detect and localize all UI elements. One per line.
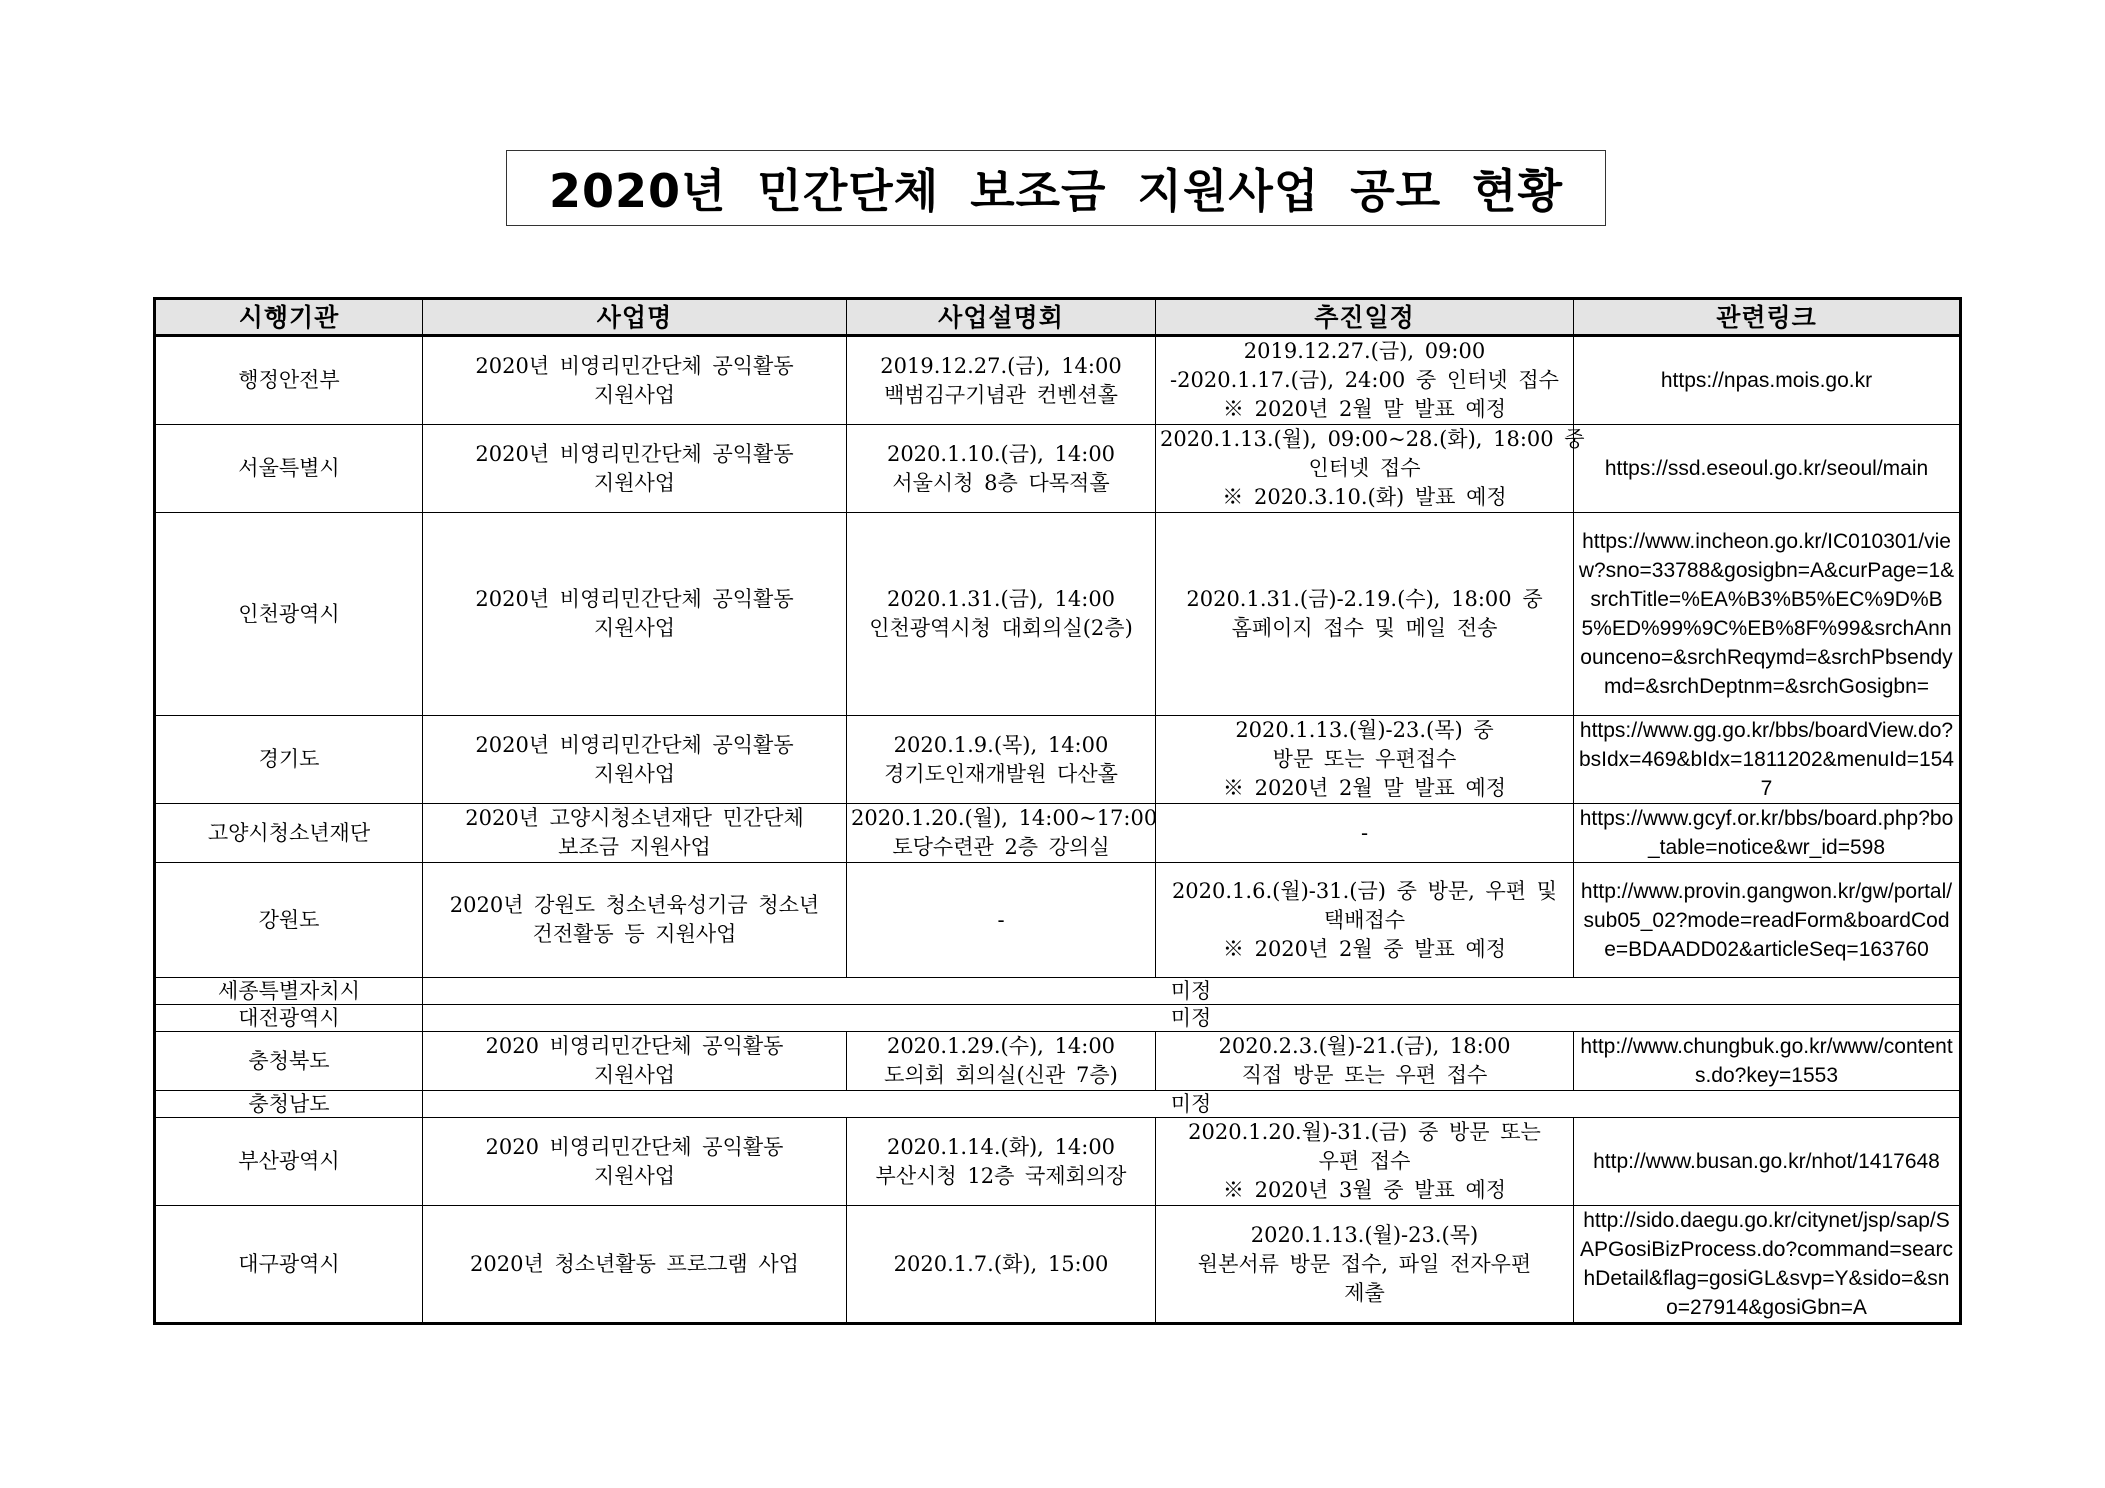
briefing-cell: 2020.1.7.(화), 15:00 (847, 1206, 1156, 1324)
org-cell: 대전광역시 (155, 1005, 423, 1032)
table-row (155, 978, 1961, 1005)
briefing-cell: 2020.1.14.(화), 14:00 부산시청 12층 국제회의장 (847, 1118, 1156, 1206)
briefing-cell: 2020.1.9.(목), 14:00 경기도인재개발원 다산홀 (847, 716, 1156, 804)
table-row (155, 425, 1961, 513)
subsidy-table (153, 297, 1962, 1325)
project-cell: 2020년 강원도 청소년육성기금 청소년 건전활동 등 지원사업 (423, 863, 847, 978)
schedule-cell: 2019.12.27.(금), 09:00 -2020.1.17.(금), 24:00 중 인터넷 접수 ※ 2020년 2월 말 발표 예정 (1156, 336, 1574, 425)
link-cell[interactable]: https://www.gg.go.kr/bbs/boardView.do?bsIdx=469&bIdx=1811202&menuId=1547 (1574, 716, 1961, 804)
org-cell: 인천광역시 (155, 513, 423, 716)
org-cell: 충청북도 (155, 1032, 423, 1091)
header-project: 사업명 (423, 299, 847, 336)
schedule-cell: 2020.2.3.(월)-21.(금), 18:00 직접 방문 또는 우편 접수 (1156, 1032, 1574, 1091)
project-cell: 2020년 청소년활동 프로그램 사업 (423, 1206, 847, 1324)
title-box (506, 150, 1606, 226)
link-cell[interactable]: https://npas.mois.go.kr (1574, 336, 1961, 425)
project-cell: 2020 비영리민간단체 공익활동 지원사업 (423, 1032, 847, 1091)
table-row (155, 804, 1961, 863)
undecided-cell: 미정 (423, 1091, 1961, 1118)
link-cell[interactable]: https://ssd.eseoul.go.kr/seoul/main (1574, 425, 1961, 513)
table-row (155, 513, 1961, 716)
project-cell: 2020 비영리민간단체 공익활동 지원사업 (423, 1118, 847, 1206)
schedule-cell: 2020.1.20.월)-31.(금) 중 방문 또는 우편 접수 ※ 2020년 3월 중 발표 예정 (1156, 1118, 1574, 1206)
project-cell: 2020년 고양시청소년재단 민간단체 보조금 지원사업 (423, 804, 847, 863)
header-schedule: 추진일정 (1156, 299, 1574, 336)
org-cell: 경기도 (155, 716, 423, 804)
project-cell: 2020년 비영리민간단체 공익활동 지원사업 (423, 716, 847, 804)
link-cell[interactable]: https://www.incheon.go.kr/IC010301/view?sno=33788&gosigbn=A&curPage=1&srchTitle=%EA%B3%B5%EC%9D%B5%ED%99%9C%EB%8F%99&srchAnnounceno=&srchReqymd=&srchPbsendymd=&srchDeptnm=&srchGosigbn= (1574, 513, 1961, 716)
link-cell[interactable]: http://www.busan.go.kr/nhot/1417648 (1574, 1118, 1961, 1206)
table-row (155, 1005, 1961, 1032)
schedule-cell: 2020.1.31.(금)-2.19.(수), 18:00 중 홈페이지 접수 및 메일 전송 (1156, 513, 1574, 716)
org-cell: 고양시청소년재단 (155, 804, 423, 863)
briefing-cell: 2019.12.27.(금), 14:00 백범김구기념관 컨벤션홀 (847, 336, 1156, 425)
briefing-cell: 2020.1.20.(월), 14:00~17:00 토당수련관 2층 강의실 (847, 804, 1156, 863)
schedule-cell: 2020.1.13.(월)-23.(목) 원본서류 방문 접수, 파일 전자우편 제출 (1156, 1206, 1574, 1324)
org-cell: 부산광역시 (155, 1118, 423, 1206)
project-cell: 2020년 비영리민간단체 공익활동 지원사업 (423, 425, 847, 513)
schedule-cell: 2020.1.6.(월)-31.(금) 중 방문, 우편 및 택배접수 ※ 2020년 2월 중 발표 예정 (1156, 863, 1574, 978)
org-cell: 서울특별시 (155, 425, 423, 513)
link-cell[interactable]: http://www.chungbuk.go.kr/www/contents.do?key=1553 (1574, 1032, 1961, 1091)
table-row (155, 863, 1961, 978)
schedule-cell: 2020.1.13.(월), 09:00~28.(화), 18:00 중 인터넷 접수 ※ 2020.3.10.(화) 발표 예정 (1156, 425, 1574, 513)
schedule-cell: - (1156, 804, 1574, 863)
link-cell[interactable]: http://www.provin.gangwon.kr/gw/portal/sub05_02?mode=readForm&boardCode=BDAADD02&articleSeq=163760 (1574, 863, 1961, 978)
project-cell: 2020년 비영리민간단체 공익활동 지원사업 (423, 513, 847, 716)
table-row (155, 1032, 1961, 1091)
header-briefing: 사업설명회 (847, 299, 1156, 336)
header-row (155, 299, 1961, 336)
link-cell[interactable]: https://www.gcyf.or.kr/bbs/board.php?bo_table=notice&wr_id=598 (1574, 804, 1961, 863)
undecided-cell: 미정 (423, 1005, 1961, 1032)
briefing-cell: 2020.1.29.(수), 14:00 도의회 회의실(신관 7층) (847, 1032, 1156, 1091)
header-org: 시행기관 (155, 299, 423, 336)
org-cell: 세종특별자치시 (155, 978, 423, 1005)
page-title: 2020년 민간단체 보조금 지원사업 공모 현황 (548, 164, 1564, 218)
table-row (155, 716, 1961, 804)
project-cell: 2020년 비영리민간단체 공익활동 지원사업 (423, 336, 847, 425)
org-cell: 충청남도 (155, 1091, 423, 1118)
table-row (155, 336, 1961, 425)
briefing-cell: - (847, 863, 1156, 978)
org-cell: 행정안전부 (155, 336, 423, 425)
table-row (155, 1206, 1961, 1324)
undecided-cell: 미정 (423, 978, 1961, 1005)
link-cell[interactable]: http://sido.daegu.go.kr/citynet/jsp/sap/SAPGosiBizProcess.do?command=searchDetail&flag=gosiGL&svp=Y&sido=&sno=27914&gosiGbn=A (1574, 1206, 1961, 1324)
table-row (155, 1118, 1961, 1206)
schedule-cell: 2020.1.13.(월)-23.(목) 중 방문 또는 우편접수 ※ 2020년 2월 말 발표 예정 (1156, 716, 1574, 804)
table-row (155, 1091, 1961, 1118)
org-cell: 강원도 (155, 863, 423, 978)
briefing-cell: 2020.1.31.(금), 14:00 인천광역시청 대회의실(2층) (847, 513, 1156, 716)
header-link: 관련링크 (1574, 299, 1961, 336)
briefing-cell: 2020.1.10.(금), 14:00 서울시청 8층 다목적홀 (847, 425, 1156, 513)
org-cell: 대구광역시 (155, 1206, 423, 1324)
